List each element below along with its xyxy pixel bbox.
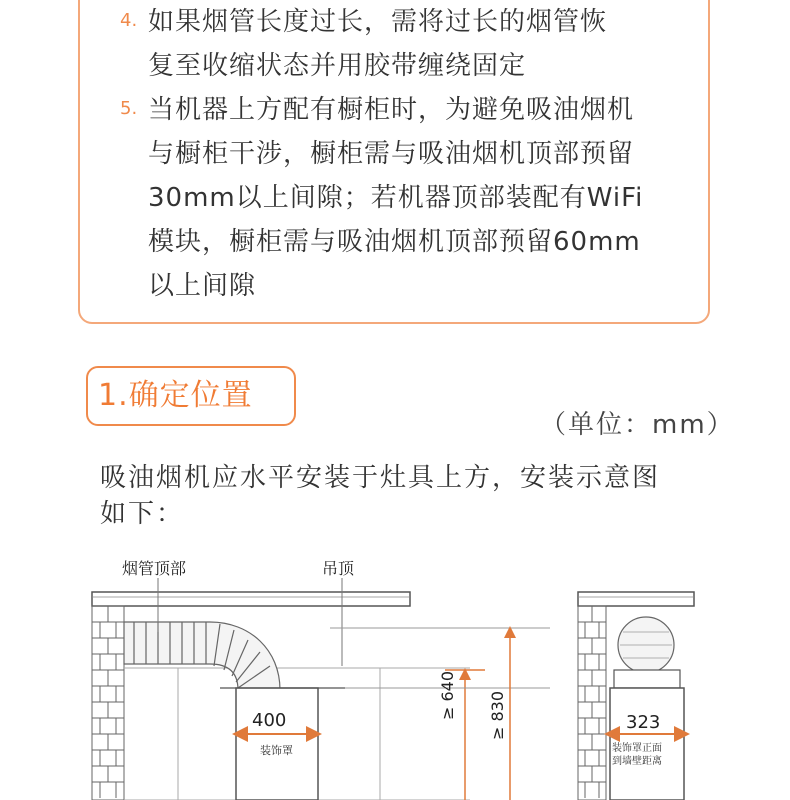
label-ceiling: 吊顶 bbox=[322, 559, 355, 578]
label-duct-top: 烟管顶部 bbox=[122, 559, 187, 578]
unit-label: （单位：mm） bbox=[540, 410, 735, 440]
dim-640-label: ≥ 640 bbox=[438, 670, 457, 720]
side-view bbox=[578, 592, 694, 800]
step-line: 与橱柜干涉，橱柜需与吸油烟机顶部预留 bbox=[148, 139, 635, 169]
side-caption-line: 装饰罩正面 bbox=[612, 743, 662, 754]
brick-wall-left bbox=[92, 606, 124, 800]
side-caption-line: 到墙壁距离 bbox=[612, 756, 662, 767]
step-number: 4. bbox=[120, 10, 138, 31]
intro-line: 如下： bbox=[100, 499, 185, 529]
intro-line: 吸油烟机应水平安装于灶具上方，安装示意图 bbox=[100, 463, 661, 493]
width-caption: 装饰罩 bbox=[260, 744, 293, 757]
step-line: 30mm以上间隙；若机器顶部装配有WiFi bbox=[148, 183, 644, 213]
step-number: 5. bbox=[120, 98, 138, 119]
width-value: 400 bbox=[252, 710, 287, 731]
ceiling-slab bbox=[92, 592, 410, 606]
side-value: 323 bbox=[626, 712, 661, 733]
flex-duct bbox=[124, 622, 280, 690]
section-title: 1.确定位置 bbox=[86, 366, 296, 426]
side-caption bbox=[612, 742, 662, 768]
step-line: 模块，橱柜需与吸油烟机顶部预留60mm bbox=[148, 227, 641, 257]
step-line: 以上间隙 bbox=[148, 271, 257, 301]
dim-830-label: ≥ 830 bbox=[488, 690, 507, 740]
step-line: 如果烟管长度过长，需将过长的烟管恢 bbox=[148, 7, 608, 37]
step-line: 复至收缩状态并用胶带缠绕固定 bbox=[148, 51, 527, 81]
step-line: 当机器上方配有橱柜时，为避免吸油烟机 bbox=[148, 95, 635, 125]
